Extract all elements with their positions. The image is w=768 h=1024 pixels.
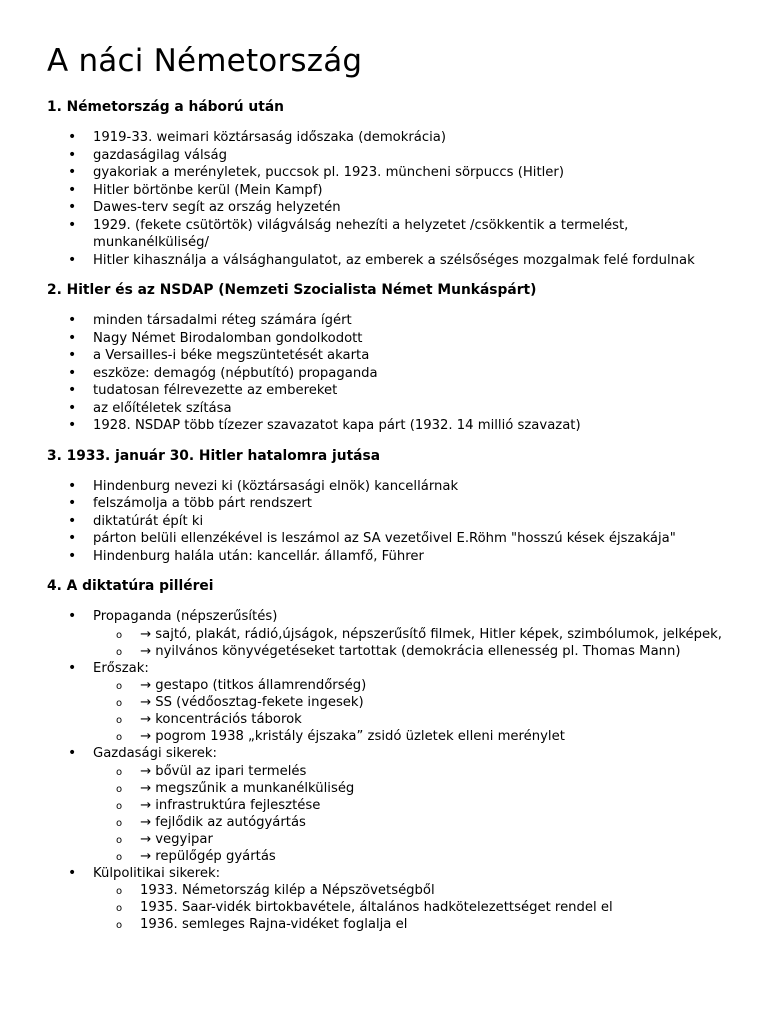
list-item: • 1929. (fekete csütörtök) világválság nehezíti a helyzetet /csökkentik a termelést, munkanélküliség/ [93,217,724,252]
page-title: A náci Németország [47,43,363,79]
sub-list-item: o → pogrom 1938 „kristály éjszaka” zsidó üzletek elleni merénylet [140,728,724,745]
list-item: • gazdaságilag válság [93,147,724,165]
sub-list-item: o → gestapo (titkos államrendőrség) [140,677,724,694]
list-item-group [93,660,724,746]
list-item: • Nagy Német Birodalomban gondolkodott [93,330,724,348]
sub-list-item: o → repülőgép gyártás [140,848,724,865]
list-item: • eszköze: demagóg (népbutító) propaganda [93,365,724,383]
sub-list-item: o → megszűnik a munkanélküliség [140,780,724,797]
list-item: • Dawes-terv segít az ország helyzetén [93,199,724,217]
group-label: Erőszak: [93,660,149,676]
list-item: • diktatúrát épít ki [93,513,724,531]
list-item: • tudatosan félrevezette az embereket [93,382,724,400]
section-4-heading: 4. A diktatúra pillérei [47,578,214,594]
sub-list [93,882,724,933]
list-item: • párton belüli ellenzékével is leszámol az SA vezetőivel E.Röhm "hosszú kések éjszakája" [93,530,724,548]
sub-list-item: o → koncentrációs táborok [140,711,724,728]
group-label: Gazdasági sikerek: [93,746,217,761]
list-item-group [93,865,724,934]
sub-list [93,763,724,865]
sub-list [93,626,724,660]
list-item: • felszámolja a több párt rendszert [93,495,724,513]
sub-list-item: o → vegyipar [140,831,724,848]
sub-list-item: o 1936. semleges Rajna-vidéket foglalja el [140,916,724,933]
sub-list-item: o 1933. Németország kilép a Népszövetségből [140,882,724,899]
list-item: • Hitler kihasználja a válsághangulatot, az emberek a szélsőséges mozgalmak felé fordulnak [93,252,724,270]
list-item-group [93,745,724,865]
list-item: • 1928. NSDAP több tízezer szavazatot kapa párt (1932. 14 millió szavazat) [93,417,724,435]
section-2-heading: 2. Hitler és az NSDAP (Nemzeti Szocialista Német Munkáspárt) [47,282,537,298]
sub-list-item: o → bővül az ipari termelés [140,763,724,780]
list-item: • Hindenburg halála után: kancellár. államfő, Führer [93,548,724,566]
section-3-list [47,478,724,566]
group-label: Külpolitikai sikerek: [93,865,221,881]
list-item: • minden társadalmi réteg számára ígért [93,312,724,330]
sub-list-item: o → infrastruktúra fejlesztése [140,797,724,814]
section-3-heading: 3. 1933. január 30. Hitler hatalomra jutása [47,447,381,464]
section-1-heading: 1. Németország a háború után [47,99,284,115]
group-label: Propaganda (népszerűsítés) [93,609,278,624]
section-4 [47,576,724,933]
section-1-list [47,129,724,269]
list-item: • 1919-33. weimari köztársaság időszaka (demokrácia) [93,129,724,147]
list-item: • Hitler börtönbe kerül (Mein Kampf) [93,182,724,200]
sub-list-item: o → SS (védőosztag-fekete ingesek) [140,694,724,711]
sub-list-item: o → sajtó, plakát, rádió,újságok, népszerűsítő filmek, Hitler képek, szimbólumok, jelképek, [140,626,724,643]
sub-list-item: o 1935. Saar-vidék birtokbavétele, általános hadkötelezettséget rendel el [140,899,724,916]
list-item: • Hindenburg nevezi ki (köztársasági elnök) kancellárnak [93,478,724,496]
list-item-group [93,608,724,660]
sub-list-item: o → fejlődik az autógyártás [140,814,724,831]
list-item: • az előítéletek szítása [93,400,724,418]
section-2-list [47,312,724,435]
list-item: • a Versailles-i béke megszüntetését akarta [93,347,724,365]
sub-list [93,677,724,745]
list-item: • gyakoriak a merényletek, puccsok pl. 1923. müncheni sörpuccs (Hitler) [93,164,724,182]
section-4-list [47,608,724,933]
sub-list-item: o → nyilvános könyvégetéseket tartottak (demokrácia ellenesség pl. Thomas Mann) [140,643,724,660]
